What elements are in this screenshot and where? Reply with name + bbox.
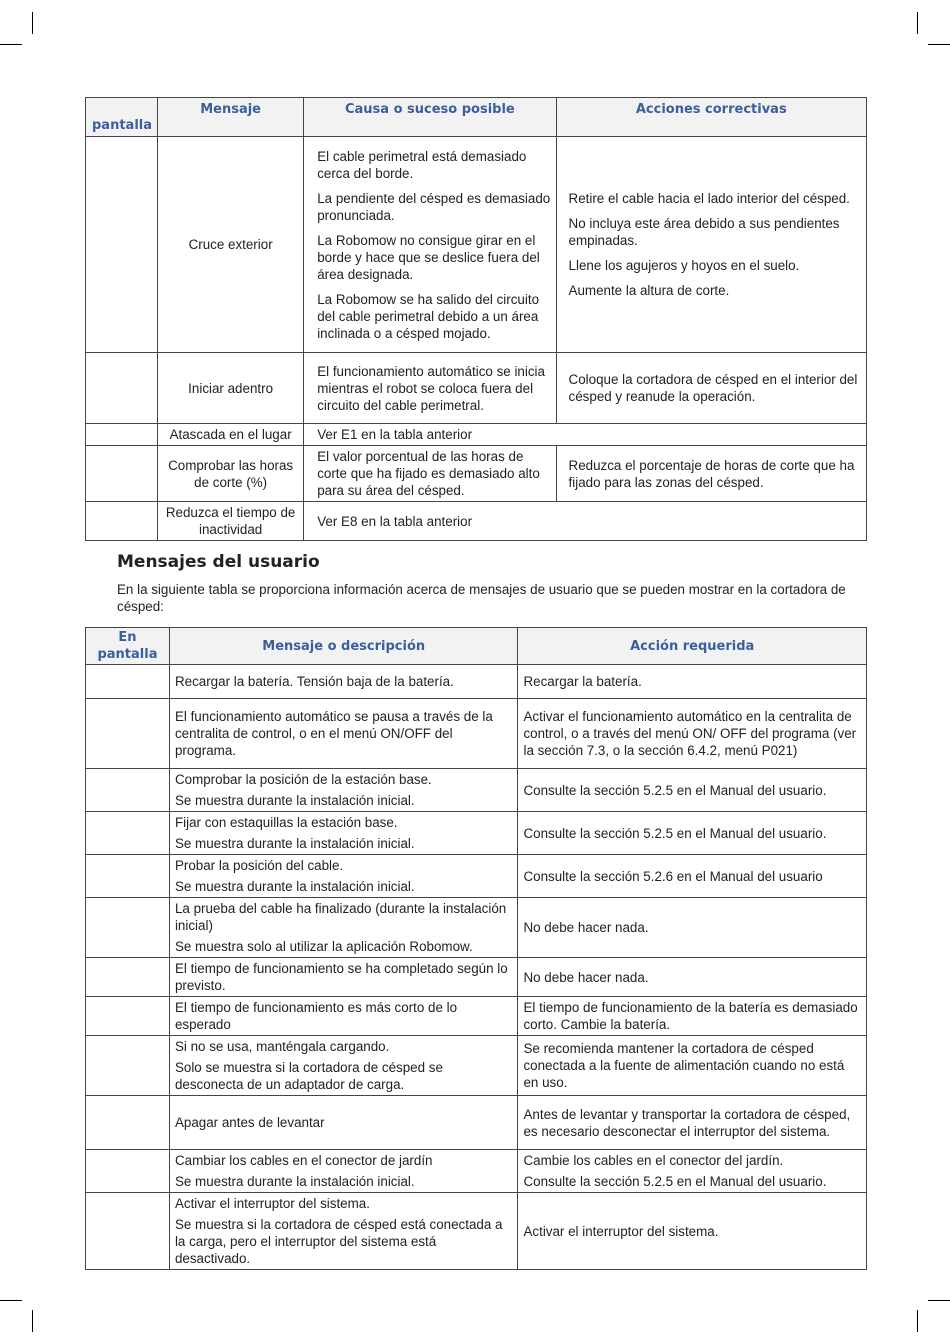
pantalla-cell [86, 446, 158, 502]
mensaje-cell [169, 1193, 518, 1270]
mensaje-text: Probar la posición del cable. [174, 858, 344, 873]
accion-text: Activar el interruptor del sistema. [523, 1223, 719, 1239]
table-row [86, 997, 867, 1036]
table-row [86, 424, 867, 446]
causa-cell [304, 137, 556, 353]
accion-text: Consulte la sección 5.2.5 en el Manual del usuario. [523, 782, 827, 798]
accion-text: No debe hacer nada. [523, 920, 649, 935]
accion-cell: Reduzca el porcentaje de horas de corte que ha fijado para las zonas del césped. [556, 446, 866, 502]
table-row [86, 1193, 867, 1270]
accion-cell [518, 898, 867, 958]
mensaje-text: Solo se muestra si la cortadora de césped se desconecta de un adaptador de carga. [174, 1060, 443, 1092]
pantalla-cell [86, 958, 170, 997]
pantalla-cell [86, 812, 170, 855]
causa-text: La Robomow se ha salido del circuito del cable perimetral debido a un área inclinada o a césped mojado. [317, 291, 540, 341]
pantalla-cell [86, 855, 170, 898]
mensaje-text: Se muestra durante la instalación inicial. [174, 879, 415, 894]
header-mensaje-descripcion: Mensaje o descripción [169, 628, 518, 665]
causa-text: La pendiente del césped es demasiado pronunciada. [317, 190, 551, 223]
accion-cell [518, 1193, 867, 1270]
mensaje-cell: Iniciar adentro [158, 353, 304, 424]
crop-mark [32, 12, 33, 34]
table-row [86, 812, 867, 855]
accion-text: Consulte la sección 5.2.6 en el Manual del usuario [523, 868, 823, 884]
header-causa: Causa o suceso posible [304, 98, 556, 137]
table-row [86, 1096, 867, 1150]
accion-text: Consulte la sección 5.2.5 en el Manual del usuario. [523, 1174, 827, 1189]
causa-cell: Ver E1 en la tabla anterior [304, 424, 867, 446]
crop-mark [928, 1300, 950, 1301]
table-row [86, 665, 867, 699]
pantalla-cell [86, 665, 170, 699]
table-row [86, 898, 867, 958]
mensaje-text: Cambiar los cables en el conector de jardín [174, 1153, 433, 1168]
causa-text: El cable perimetral está demasiado cerca del borde. [317, 148, 527, 181]
mensaje-text: Si no se usa, manténgala cargando. [174, 1039, 390, 1054]
mensaje-cell [169, 997, 518, 1036]
accion-cell [518, 699, 867, 769]
crop-mark [0, 1300, 22, 1301]
crop-mark [0, 44, 22, 45]
mensaje-text: Se muestra solo al utilizar la aplicación Robomow. [174, 939, 473, 954]
mensaje-cell: Comprobar las horas de corte (%) [158, 446, 304, 502]
accion-text: Llene los agujeros y hoyos en el suelo. [568, 258, 800, 273]
table-row [86, 1036, 867, 1096]
table-row [86, 353, 867, 424]
accion-cell [518, 855, 867, 898]
causa-text: La Robomow no consigue girar en el borde y hace que se deslice fuera del área designada. [317, 232, 540, 282]
mensaje-text: Se muestra durante la instalación inicial. [174, 793, 415, 808]
pantalla-cell [86, 502, 158, 541]
accion-cell [518, 958, 867, 997]
mensaje-text: Se muestra si la cortadora de césped está conectada a la carga, pero el interruptor del sistema está desactivado. [174, 1217, 503, 1266]
pantalla-cell [86, 699, 170, 769]
table-row [86, 137, 867, 353]
accion-text: Recargar la batería. [523, 674, 642, 689]
table-row [86, 855, 867, 898]
accion-cell [518, 812, 867, 855]
header-acciones: Acciones correctivas [556, 98, 866, 137]
crop-mark [32, 1310, 33, 1332]
accion-text: Cambie los cables en el conector del jardín. [523, 1153, 784, 1168]
accion-text: Se recomienda mantener la cortadora de césped conectada a la fuente de alimentación cuando no está en uso. [523, 1041, 845, 1090]
accion-text: El tiempo de funcionamiento de la batería es demasiado corto. Cambie la batería. [523, 1000, 858, 1032]
mensaje-cell [169, 1096, 518, 1150]
accion-cell [518, 1036, 867, 1096]
pantalla-cell [86, 137, 158, 353]
accion-text: Consulte la sección 5.2.5 en el Manual del usuario. [523, 825, 827, 841]
causa-cell: El valor porcentual de las horas de corte que ha fijado es demasiado alto para su área del césped. [304, 446, 556, 502]
user-messages-table [85, 627, 867, 1270]
pantalla-cell [86, 424, 158, 446]
pantalla-cell [86, 1150, 170, 1193]
pantalla-cell [86, 353, 158, 424]
accion-cell [518, 1150, 867, 1193]
mensaje-cell [169, 898, 518, 958]
mensaje-cell [169, 665, 518, 699]
error-messages-table [85, 97, 867, 541]
pantalla-cell [86, 769, 170, 812]
accion-text: Activar el funcionamiento automático en la centralita de control, o a través del menú ON/ OFF del programa (ver la sección 7.3, o la sección 6.4.2, menú P021) [523, 709, 857, 758]
mensaje-cell: Reduzca el tiempo de inactividad [158, 502, 304, 541]
table-row [86, 958, 867, 997]
mensaje-text: El funcionamiento automático se pausa a través de la centralita de control, o en el menú ON/OFF del programa. [174, 709, 493, 758]
accion-cell [556, 137, 866, 353]
table-header-row [86, 628, 867, 665]
header-accion-requerida: Acción requerida [518, 628, 867, 665]
mensaje-text: La prueba del cable ha finalizado (durante la instalación inicial) [174, 901, 507, 933]
table-header-row [86, 98, 867, 137]
mensaje-text: El tiempo de funcionamiento se ha completado según lo previsto. [174, 961, 508, 993]
mensaje-text: Activar el interruptor del sistema. [174, 1196, 370, 1211]
crop-mark [917, 12, 918, 34]
accion-text: Retire el cable hacia el lado interior del césped. [568, 191, 850, 206]
crop-mark [917, 1310, 918, 1332]
table-row [86, 446, 867, 502]
pantalla-cell [86, 1096, 170, 1150]
pantalla-cell [86, 1036, 170, 1096]
mensaje-cell: Cruce exterior [158, 137, 304, 353]
accion-cell [518, 665, 867, 699]
section-title: Mensajes del usuario [117, 552, 320, 572]
causa-cell: Ver E8 en la tabla anterior [304, 502, 867, 541]
mensaje-cell [169, 958, 518, 997]
pantalla-cell [86, 1193, 170, 1270]
accion-text: Antes de levantar y transportar la cortadora de césped, es necesario desconectar el interruptor del sistema. [523, 1106, 851, 1139]
section-intro: En la siguiente tabla se proporciona información acerca de mensajes de usuario que se pueden mostrar en la cortadora de césped: [117, 582, 846, 614]
mensaje-text: Apagar antes de levantar [174, 1115, 325, 1130]
table-row [86, 699, 867, 769]
mensaje-text: Recargar la batería. Tensión baja de la batería. [174, 674, 454, 689]
table-row [86, 502, 867, 541]
accion-cell [518, 1096, 867, 1150]
mensaje-cell [169, 1036, 518, 1096]
table-row [86, 1150, 867, 1193]
mensaje-cell [169, 812, 518, 855]
table-row [86, 769, 867, 812]
mensaje-text: Fijar con estaquillas la estación base. [174, 815, 398, 830]
accion-cell [518, 769, 867, 812]
header-mensaje: Mensaje [158, 98, 304, 137]
mensaje-cell [169, 769, 518, 812]
accion-text: No incluya este área debido a sus pendientes empinadas. [568, 216, 840, 248]
pantalla-cell [86, 898, 170, 958]
header-en-pantalla: En pantalla [86, 628, 170, 665]
accion-cell: Coloque la cortadora de césped en el interior del césped y reanude la operación. [556, 353, 866, 424]
header-pantalla: pantalla [86, 98, 158, 137]
mensaje-cell [169, 855, 518, 898]
mensaje-text: Comprobar la posición de la estación base. [174, 772, 432, 787]
mensaje-text: Se muestra durante la instalación inicial. [174, 836, 415, 851]
causa-cell: El funcionamiento automático se inicia mientras el robot se coloca fuera del circuito del cable perimetral. [304, 353, 556, 424]
crop-mark [928, 44, 950, 45]
accion-text: Aumente la altura de corte. [568, 283, 730, 298]
pantalla-cell [86, 997, 170, 1036]
mensaje-cell [169, 1150, 518, 1193]
mensaje-cell: Atascada en el lugar [158, 424, 304, 446]
accion-text: No debe hacer nada. [523, 969, 649, 985]
accion-cell [518, 997, 867, 1036]
mensaje-text: El tiempo de funcionamiento es más corto de lo esperado [174, 1000, 458, 1032]
mensaje-cell [169, 699, 518, 769]
mensaje-text: Se muestra durante la instalación inicial. [174, 1174, 415, 1189]
